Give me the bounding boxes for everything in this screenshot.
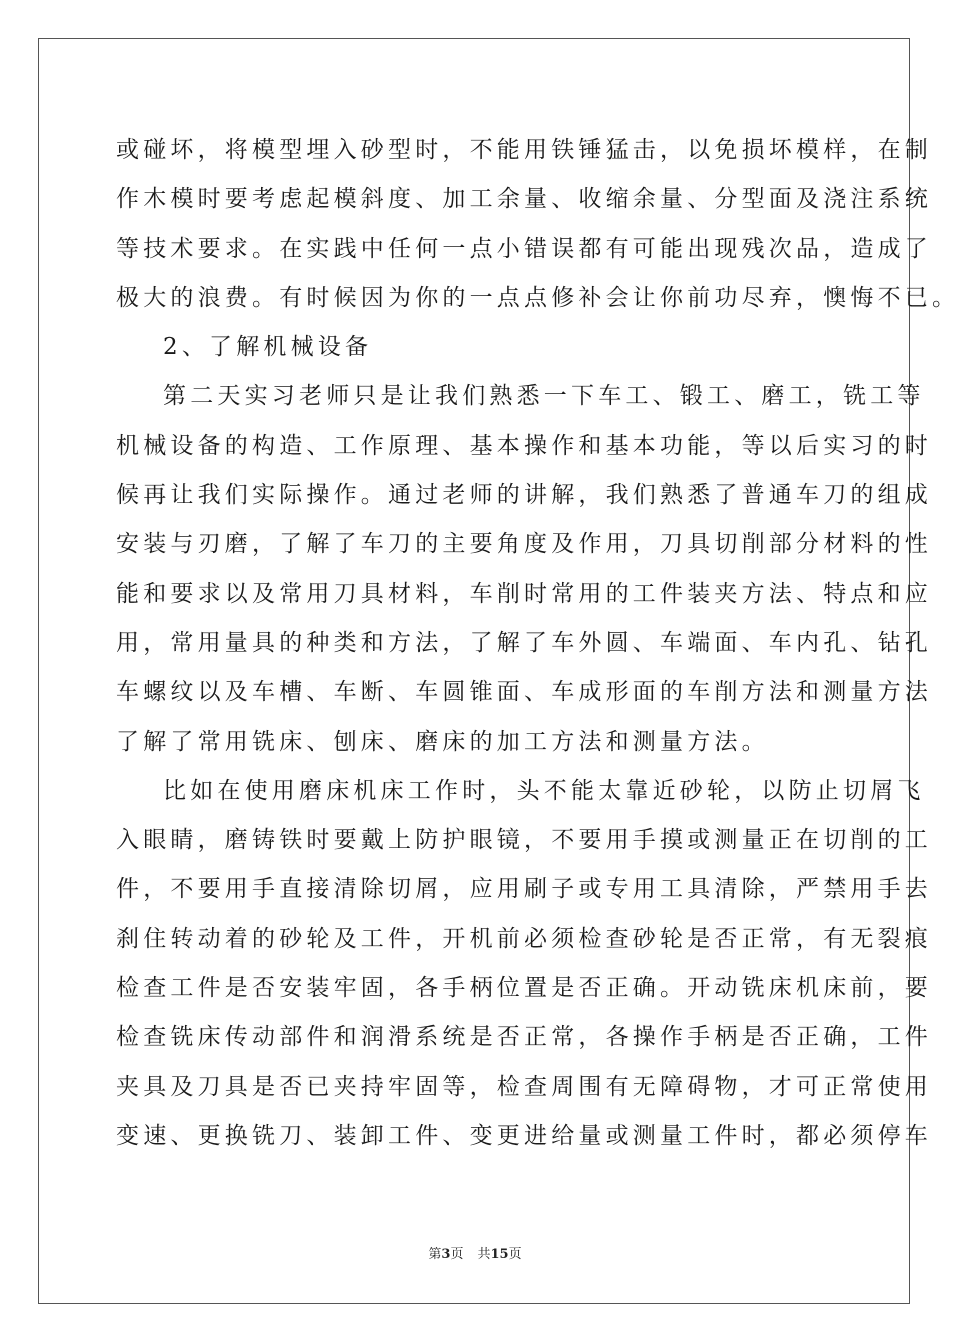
text-line: 变速、更换铣刀、装卸工件、变更进给量或测量工件时，都必须停车 [116,1122,932,1149]
text-line: 比如在使用磨床机床工作时，头不能太靠近砂轮，以防止切屑飞 [163,777,925,804]
text-line: 检查工件是否安装牢固，各手柄位置是否正确。开动铣床机床前，要 [116,975,932,1002]
text-line: 刹住转动着的砂轮及工件，开机前必须检查砂轮是否正常，有无裂痕 [116,925,932,952]
total-prefix: 共 [477,1247,491,1262]
text-line: 安装与刃磨，了解了车刀的主要角度及作用，刀具切削部分材料的性 [116,531,932,558]
total-suffix: 页 [508,1247,522,1262]
page-suffix: 页 [450,1247,464,1262]
total-pages: 15 [490,1247,509,1262]
text-line: 第二天实习老师只是让我们熟悉一下车工、锻工、磨工，铣工等 [163,383,925,410]
text-line: 机械设备的构造、工作原理、基本操作和基本功能，等以后实习的时 [116,432,932,459]
text-line: 了解了常用铣床、刨床、磨床的加工方法和测量方法。 [116,728,769,755]
text-line: 等技术要求。在实践中任何一点小错误都有可能出现残次品，造成了 [116,235,932,262]
page-number: 3 [441,1247,451,1262]
text-line: 件，不要用手直接清除切屑，应用刷子或专用工具清除，严禁用手去 [116,876,932,903]
page-prefix: 第 [428,1247,442,1262]
text-line: 车螺纹以及车槽、车断、车圆锥面、车成形面的车削方法和测量方法 [116,679,932,706]
text-line: 用，常用量具的种类和方法，了解了车外圆、车端面、车内孔、钻孔 [116,629,932,656]
page-footer [0,1247,950,1263]
text-line: 2、了解机械设备 [163,334,373,361]
text-line: 作木模时要考虑起模斜度、加工余量、收缩余量、分型面及浇注系统 [116,186,932,213]
text-line: 检查铣床传动部件和润滑系统是否正常，各操作手柄是否正确，工件 [116,1024,932,1051]
text-line: 入眼睛，磨铸铁时要戴上防护眼镜，不要用手摸或测量正在切削的工 [116,827,932,854]
text-line: 夹具及刀具是否已夹持牢固等，检查周围有无障碍物，才可正常使用 [116,1073,932,1100]
text-line: 候再让我们实际操作。通过老师的讲解，我们熟悉了普通车刀的组成 [116,482,932,509]
document-body [116,126,959,1161]
text-line: 能和要求以及常用刀具材料，车削时常用的工件装夹方法、特点和应 [116,580,932,607]
text-line: 极大的浪费。有时候因为你的一点点修补会让你前功尽弃，懊悔不已。 [116,284,959,311]
text-line: 或碰坏，将模型埋入砂型时，不能用铁锤猛击，以免损坏模样，在制 [116,137,932,163]
